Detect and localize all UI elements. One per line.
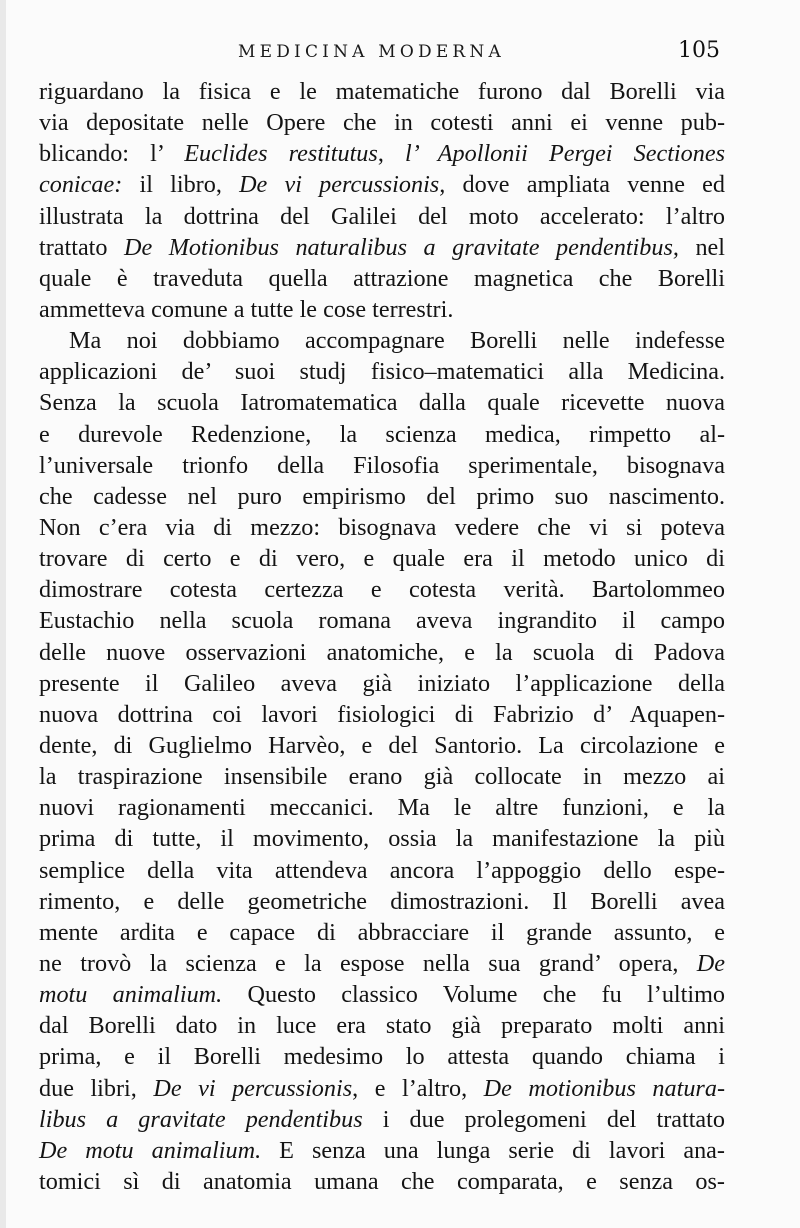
text-run: ne trovò la scienza e la espose nella sua grand’ opera, xyxy=(39,949,697,977)
text-run: il libro, xyxy=(122,171,240,199)
text-line xyxy=(39,543,725,574)
text-line xyxy=(39,1166,725,1197)
text-run: quale è traveduta quella attrazione magnetica che Borelli xyxy=(39,264,725,292)
text-run: semplice della vita attendeva ancora l’appoggio dello espe- xyxy=(39,856,725,884)
text-line xyxy=(39,886,725,917)
page-header xyxy=(0,38,800,70)
text-line xyxy=(39,387,725,418)
italic-text: motu animalium. xyxy=(39,981,223,1009)
text-line xyxy=(39,1104,725,1135)
text-line xyxy=(39,450,725,481)
text-run: , e l’altro, xyxy=(352,1074,484,1102)
paragraph xyxy=(39,76,725,325)
italic-text: l’ Apollonii Pergei Sectiones xyxy=(405,140,725,168)
text-line xyxy=(39,76,725,107)
text-run: Senza la scuola Iatromatematica dalla quale ricevette nuova xyxy=(39,389,725,417)
text-run: nuova dottrina coi lavori fisiologici di Fabrizio d’ Aquapen- xyxy=(39,700,725,728)
text-line xyxy=(39,948,725,979)
text-run: mente ardita e capace di abbracciare il grande assunto, e xyxy=(39,918,725,946)
text-line xyxy=(39,792,725,823)
text-line xyxy=(39,263,725,294)
italic-text: De motu animalium. xyxy=(39,1136,262,1164)
text-line xyxy=(39,855,725,886)
body-text xyxy=(39,76,725,1197)
italic-text: De motionibus natura- xyxy=(483,1074,725,1102)
text-line xyxy=(39,761,725,792)
text-run: Eustachio nella scuola romana aveva ingrandito il campo xyxy=(39,607,725,635)
italic-text: conicae: xyxy=(39,171,123,199)
text-run: l’universale trionfo della Filosofia sperimentale, bisognava xyxy=(39,451,725,479)
italic-text: libus a gravitate pendentibus xyxy=(39,1105,363,1133)
text-line xyxy=(39,232,725,263)
text-run: Questo classico Volume che fu l’ultimo xyxy=(222,981,725,1009)
text-run: nel xyxy=(678,233,726,261)
text-run: presente il Galileo aveva già iniziato l’applicazione della xyxy=(39,669,725,697)
text-line xyxy=(39,325,725,356)
text-line xyxy=(39,1135,725,1166)
page-edge-shadow xyxy=(0,0,6,1228)
text-line xyxy=(39,294,725,325)
text-run: rimento, e delle geometriche dimostrazioni. Il Borelli avea xyxy=(39,887,725,915)
text-line xyxy=(39,823,725,854)
text-line xyxy=(39,605,725,636)
text-run: E senza una lunga serie di lavori ana- xyxy=(261,1136,725,1164)
text-run: due libri, xyxy=(39,1074,154,1102)
text-line xyxy=(39,201,725,232)
italic-text: Euclides restitutus xyxy=(184,140,378,168)
text-run: applicazioni de’ suoi studj fisico–matematici alla Medicina. xyxy=(39,358,725,386)
page-number: 105 xyxy=(678,38,720,63)
text-line xyxy=(39,107,725,138)
text-run: dente, di Guglielmo Harvèo, e del Santorio. La circolazione e xyxy=(39,731,725,759)
text-line xyxy=(39,979,725,1010)
text-line xyxy=(39,481,725,512)
text-line xyxy=(39,419,725,450)
italic-text: De xyxy=(696,949,725,977)
text-line xyxy=(39,668,725,699)
text-run: Ma noi dobbiamo accompagnare Borelli nelle indefesse xyxy=(69,327,725,355)
text-run: la traspirazione insensibile erano già collocate in mezzo ai xyxy=(39,763,725,791)
text-run: prima di tutte, il movimento, ossia la manifestazione la più xyxy=(39,825,725,853)
italic-text: De Motionibus naturalibus a gravitate pendentibus, xyxy=(124,233,679,261)
text-run: blicando: l’ xyxy=(39,140,185,168)
text-line xyxy=(39,917,725,948)
text-line xyxy=(39,574,725,605)
text-run: via depositate nelle Opere che in cotesti anni ei venne pub- xyxy=(39,109,725,137)
text-run: i due prolegomeni del trattato xyxy=(362,1105,725,1133)
text-run: dimostrare cotesta certezza e cotesta verità. Bartolommeo xyxy=(39,576,725,604)
text-run: dove ampliata venne ed xyxy=(445,171,726,199)
text-run: e durevole Redenzione, la scienza medica, rimpetto al- xyxy=(39,420,725,448)
italic-text: De vi percussionis, xyxy=(239,171,446,199)
text-run: , xyxy=(377,140,405,168)
text-run: trattato xyxy=(39,233,125,261)
text-run: tomici sì di anatomia umana che comparata, e senza os- xyxy=(39,1167,725,1195)
text-run: Non c’era via di mezzo: bisognava vedere che vi si poteva xyxy=(39,513,725,541)
text-run: ammetteva comune a tutte le cose terrestri. xyxy=(39,295,454,323)
text-run: delle nuove osservazioni anatomiche, e la scuola di Padova xyxy=(39,638,725,666)
italic-text: De vi percussionis xyxy=(153,1074,353,1102)
text-run: trovare di certo e di vero, e quale era il metodo unico di xyxy=(39,545,725,573)
text-run: dal Borelli dato in luce era stato già preparato molti anni xyxy=(39,1012,725,1040)
text-line xyxy=(39,1041,725,1072)
running-head: MEDICINA MODERNA xyxy=(238,42,505,62)
text-line xyxy=(39,699,725,730)
text-run: prima, e il Borelli medesimo lo attesta quando chiama i xyxy=(39,1043,725,1071)
text-line xyxy=(39,138,725,169)
text-run: nuovi ragionamenti meccanici. Ma le altre funzioni, e la xyxy=(39,794,725,822)
text-line xyxy=(39,512,725,543)
text-run: illustrata la dottrina del Galilei del moto accelerato: l’altro xyxy=(39,202,725,230)
text-run: riguardano la fisica e le matematiche furono dal Borelli via xyxy=(39,78,725,105)
paragraph xyxy=(39,325,725,1197)
text-run: che cadesse nel puro empirismo del primo suo nascimento. xyxy=(39,482,725,510)
text-line xyxy=(39,169,725,200)
text-line xyxy=(39,1073,725,1104)
text-line xyxy=(39,1010,725,1041)
text-line xyxy=(39,637,725,668)
text-line xyxy=(39,730,725,761)
text-line xyxy=(39,356,725,387)
